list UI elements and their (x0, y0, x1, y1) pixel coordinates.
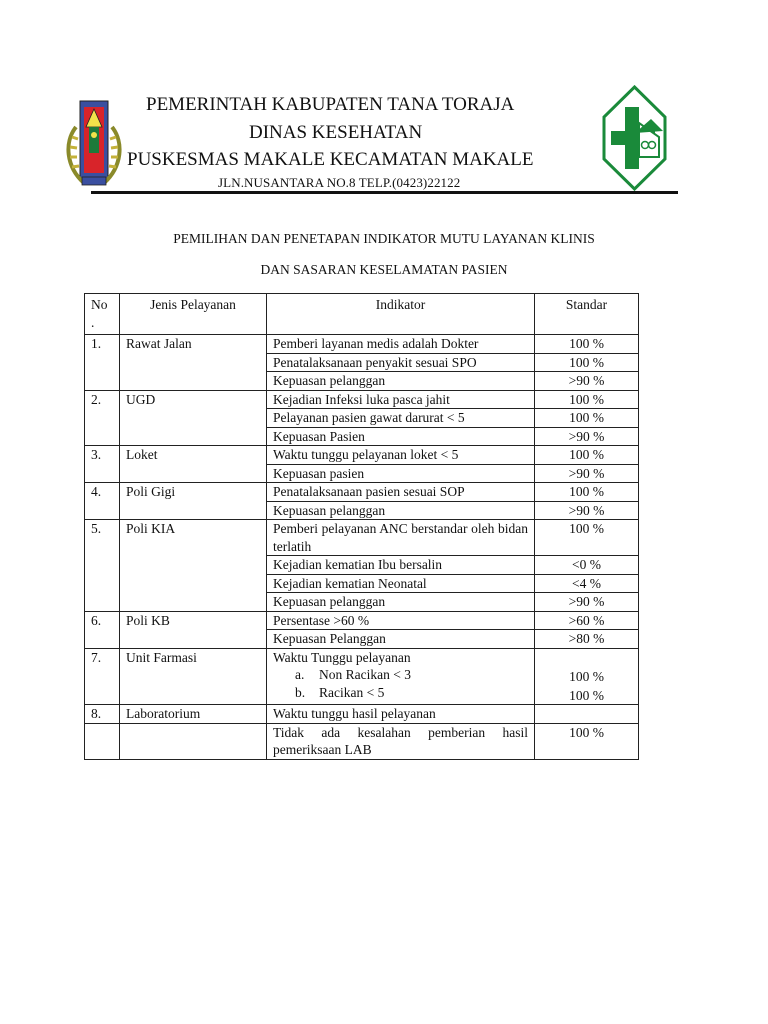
indicator-cell: Kepuasan Pasien (267, 427, 535, 446)
header-indikator: Indikator (267, 294, 535, 335)
header-standar: Standar (535, 294, 639, 335)
standard-cell: >90 % (535, 501, 639, 520)
sub-standard-value: 100 % (569, 687, 604, 703)
header-no-dot: . (91, 314, 95, 330)
header-address: JLN.NUSANTARA NO.8 TELP.(0423)22122 (218, 175, 461, 190)
indicator-text: Waktu Tunggu pelayanan (273, 649, 411, 665)
sub-standard-value: 100 % (569, 669, 604, 684)
table-row (85, 390, 639, 409)
indicator-cell: Kepuasan pelanggan (267, 501, 535, 520)
standard-cell: >90 % (535, 427, 639, 446)
row-number: 5. (85, 520, 120, 612)
indicator-cell: Tidak ada kesalahan pemberian hasil pemeriksaan LAB (267, 723, 535, 759)
standard-cell: 100 % (535, 353, 639, 372)
puskesmas-logo (601, 85, 668, 191)
sub-indicator-text: Racikan < 5 (319, 684, 385, 700)
standard-cell: 100 % (535, 520, 639, 556)
service-name: Unit Farmasi (120, 648, 267, 705)
standard-cell: >80 % (535, 630, 639, 649)
standard-cell: >90 % (535, 464, 639, 483)
service-name: UGD (120, 390, 267, 446)
table-row (85, 483, 639, 502)
tana-toraja-emblem-logo (62, 97, 124, 189)
standard-cell: <4 % (535, 574, 639, 593)
indicator-cell: Persentase >60 % (267, 611, 535, 630)
indicator-table (84, 293, 639, 760)
indicator-cell: Kepuasan Pelanggan (267, 630, 535, 649)
header-puskesmas-line: PUSKESMAS MAKALE KECAMATAN MAKALE (127, 149, 534, 170)
standard-cell: <0 % (535, 556, 639, 575)
indicator-cell: Kepuasan pelanggan (267, 372, 535, 391)
standard-cell (535, 705, 639, 724)
standard-cell: >90 % (535, 593, 639, 612)
sub-indicator-item (273, 684, 528, 702)
header-department-line: DINAS KESEHATAN (249, 122, 423, 143)
standard-spacer (541, 649, 632, 667)
standard-cell: 100 % (535, 483, 639, 502)
row-number: 8. (85, 705, 120, 724)
indicator-cell: Pelayanan pasien gawat darurat < 5 (267, 409, 535, 428)
service-name: Rawat Jalan (120, 335, 267, 391)
table-row (85, 446, 639, 465)
standard-cell (535, 648, 639, 705)
row-number: 4. (85, 483, 120, 520)
service-name-empty (120, 723, 267, 759)
cell-padding (273, 701, 528, 703)
row-number: 7. (85, 648, 120, 705)
row-number-empty (85, 723, 120, 759)
header-government-line: PEMERINTAH KABUPATEN TANA TORAJA (146, 94, 515, 115)
table-row (85, 520, 639, 556)
service-name: Poli KB (120, 611, 267, 648)
indicator-cell: Waktu tunggu hasil pelayanan (267, 705, 535, 724)
row-number: 1. (85, 335, 120, 391)
indicator-cell: Kejadian kematian Ibu bersalin (267, 556, 535, 575)
header-no-label: No (91, 297, 108, 312)
document-title-line2: DAN SASARAN KESELAMATAN PASIEN (260, 262, 508, 277)
standard-cell: 100 % (535, 446, 639, 465)
row-number: 2. (85, 390, 120, 446)
document-title-line1: PEMILIHAN DAN PENETAPAN INDIKATOR MUTU LAYANAN KLINIS (173, 231, 595, 246)
indicator-cell: Pemberi pelayanan ANC berstandar oleh bidan terlatih (267, 520, 535, 556)
standard-cell: 100 % (535, 390, 639, 409)
indicator-cell: Penatalaksanaan penyakit sesuai SPO (267, 353, 535, 372)
table-row-lab (85, 705, 639, 724)
indicator-cell: Kejadian kematian Neonatal (267, 574, 535, 593)
table-row (85, 335, 639, 354)
row-number: 6. (85, 611, 120, 648)
indicator-cell: Waktu tunggu pelayanan loket < 5 (267, 446, 535, 465)
standard-cell: 100 % (535, 409, 639, 428)
sub-indicator-marker: a. (295, 667, 305, 682)
standard-cell: >60 % (535, 611, 639, 630)
standard-cell: >90 % (535, 372, 639, 391)
table-body (85, 335, 639, 760)
sub-indicator-item (273, 666, 528, 684)
table-row-farmasi (85, 648, 639, 705)
table-row (85, 611, 639, 630)
indicator-cell: Kejadian Infeksi luka pasca jahit (267, 390, 535, 409)
row-number: 3. (85, 446, 120, 483)
sub-indicator-marker: b. (295, 684, 306, 700)
sub-indicator-text: Non Racikan < 3 (319, 667, 411, 682)
header-no (85, 294, 120, 335)
standard-cell: 100 % (535, 335, 639, 354)
indicator-cell: Kepuasan pasien (267, 464, 535, 483)
standard-cell: 100 % (535, 723, 639, 759)
header-jenis: Jenis Pelayanan (120, 294, 267, 335)
indicator-cell: Kepuasan pelanggan (267, 593, 535, 612)
service-name: Poli Gigi (120, 483, 267, 520)
table-header-row (85, 294, 639, 335)
service-name: Laboratorium (120, 705, 267, 724)
service-name: Poli KIA (120, 520, 267, 612)
table-row-lab-cont (85, 723, 639, 759)
header-divider (91, 191, 678, 194)
indicator-cell: Penatalaksanaan pasien sesuai SOP (267, 483, 535, 502)
service-name: Loket (120, 446, 267, 483)
indicator-cell: Pemberi layanan medis adalah Dokter (267, 335, 535, 354)
indicator-cell (267, 648, 535, 705)
